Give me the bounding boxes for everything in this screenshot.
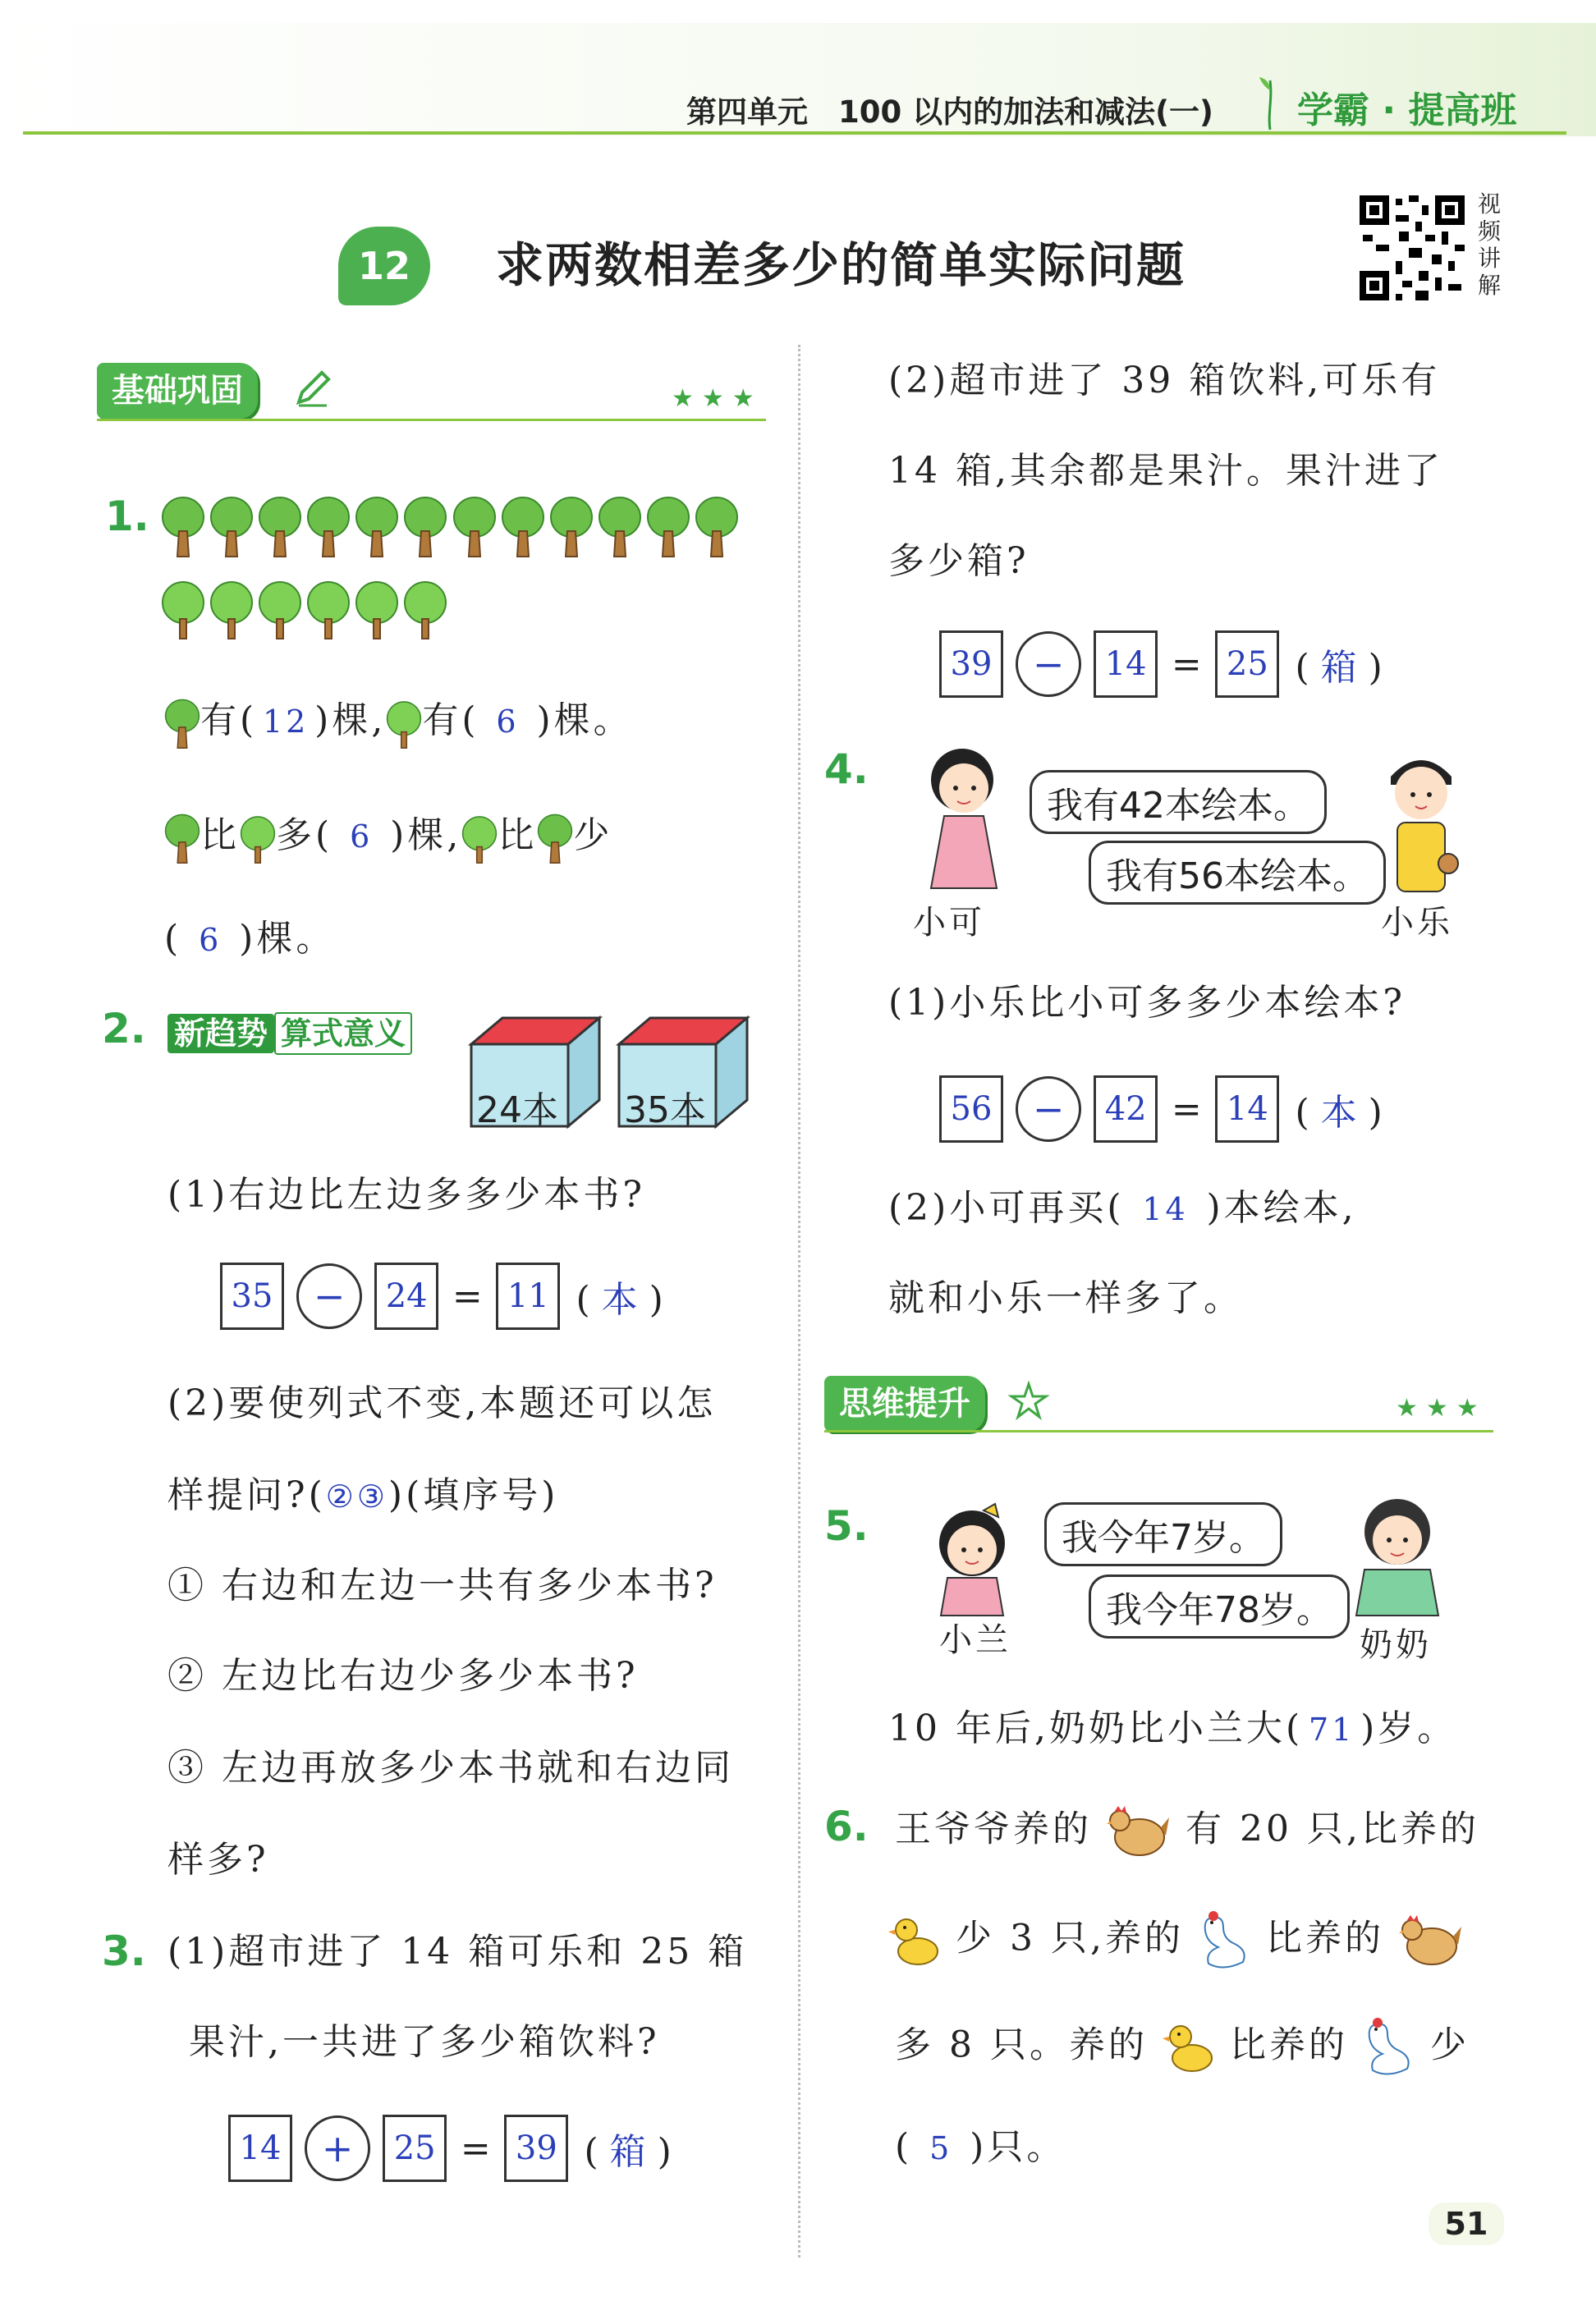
lesson-number-badge: 12 — [338, 227, 430, 305]
tree-row-bottom — [161, 576, 506, 640]
q2-part1: (1)右边比左边多多少本书? — [167, 1174, 645, 1216]
q1-text: 比 — [200, 814, 240, 856]
difficulty-stars: ★★★ — [1396, 1394, 1487, 1423]
equals-sign: = — [1171, 1088, 1202, 1130]
operator-circle[interactable]: − — [1016, 1076, 1081, 1142]
unit-paren: ( 本 ) — [1283, 1092, 1383, 1134]
tree-icon — [161, 494, 205, 558]
lesson-title: 求两数相差多少的简单实际问题 — [496, 237, 1186, 293]
section-advance-rule — [824, 1430, 1493, 1432]
series-label: 学霸 · 提高班 — [1297, 89, 1517, 131]
q6-text: ( — [895, 2126, 913, 2168]
q1-line1 — [164, 696, 633, 749]
q5-text: 10 年后,奶奶比小兰大( — [888, 1707, 1304, 1749]
section-basic-rule — [97, 419, 766, 421]
equation-box[interactable]: 24 — [374, 1263, 438, 1330]
q2-option-2: ② 左边比右边少多少本书? — [167, 1655, 639, 1697]
q1-line3 — [164, 914, 335, 965]
round-tree-icon — [403, 576, 447, 640]
trend-tag: 新趋势 — [167, 1014, 274, 1053]
q2-text: 样提问?( — [167, 1474, 326, 1516]
q6-text: )只。 — [970, 2126, 1066, 2168]
speech-bubble-xiaolan: 我今年7岁。 — [1044, 1502, 1282, 1566]
answer: 6 — [199, 922, 222, 958]
q3-part1-line1: (1)超市进了 14 箱可乐和 25 箱 — [167, 1931, 748, 1973]
equation-box[interactable]: 14 — [1094, 630, 1158, 698]
question-number: 3. — [102, 1927, 146, 1975]
hen-icon — [1399, 1912, 1463, 1969]
goose-icon — [1363, 2016, 1415, 2079]
equation-box[interactable]: 42 — [1094, 1075, 1158, 1143]
round-tree-icon — [240, 812, 276, 864]
q1-text: 少 — [573, 814, 613, 856]
q4-equation — [939, 1075, 1383, 1143]
tree-icon — [403, 494, 447, 558]
q5-text: )岁。 — [1360, 1707, 1457, 1749]
round-tree-icon — [461, 812, 498, 864]
equals-sign: = — [460, 2127, 491, 2170]
question-number: 6. — [824, 1803, 869, 1850]
round-tree-icon — [355, 576, 399, 640]
q1-text: ( — [164, 918, 182, 960]
q2-option-3-cont: 样多? — [167, 1839, 269, 1881]
q1-line2 — [164, 811, 612, 864]
book-count-right: 35本 — [624, 1089, 706, 1131]
duck-icon — [888, 1912, 941, 1969]
q6-text: 少 — [1429, 2024, 1470, 2066]
q4-part2-line2: 就和小乐一样多了。 — [888, 1277, 1243, 1319]
q4-part1: (1)小乐比小可多多少本绘本? — [888, 982, 1406, 1024]
round-tree-icon — [386, 697, 422, 749]
column-divider — [798, 345, 800, 2257]
grandma-icon — [1346, 1494, 1448, 1617]
q3-part1-line2: 果汁,一共进了多少箱饮料? — [189, 2021, 660, 2063]
q1-text: )棵, — [314, 699, 387, 741]
q1-text: )棵。 — [536, 699, 633, 741]
answer: 6 — [350, 818, 374, 855]
girl-xiaolan-icon — [924, 1502, 1020, 1617]
unit-answer: 箱 — [609, 2131, 646, 2173]
equation-box[interactable]: 35 — [220, 1263, 284, 1330]
q2-option-3: ③ 左边再放多少本书就和右边同 — [167, 1747, 734, 1789]
tree-icon — [209, 494, 254, 558]
answer: 12 — [262, 704, 310, 740]
pencil-icon — [292, 368, 333, 409]
q2-part2-line2 — [167, 1471, 558, 1521]
question-number: 5. — [824, 1502, 869, 1550]
sparkle-star-icon — [1008, 1381, 1049, 1422]
operator-circle[interactable]: + — [305, 2115, 370, 2181]
q6-text: 少 3 只,养的 — [956, 1917, 1184, 1960]
q5-question — [888, 1704, 1456, 1754]
section-basic-tag: 基础巩固 — [97, 363, 258, 419]
duck-icon — [1163, 2019, 1215, 2076]
round-tree-icon — [306, 576, 351, 640]
hen-icon — [1107, 1803, 1171, 1860]
section-advance-tag: 思维提升 — [824, 1376, 985, 1432]
name-xiaolan: 小兰 — [939, 1621, 1011, 1659]
q6-line4 — [895, 2123, 1066, 2173]
name-xiaole: 小乐 — [1381, 904, 1453, 942]
tree-icon — [164, 697, 200, 749]
answer: 71 — [1308, 1712, 1355, 1748]
equation-box[interactable]: 39 — [939, 630, 1003, 698]
qr-code-icon[interactable] — [1356, 192, 1468, 304]
round-tree-icon — [258, 576, 302, 640]
question-number: 4. — [824, 745, 869, 793]
name-xiaoke: 小可 — [913, 904, 985, 942]
q3-part2-line1: (2)超市进了 39 箱饮料,可乐有 — [888, 360, 1441, 401]
q6-line2 — [888, 1909, 1463, 1972]
q3-equation-2 — [939, 630, 1383, 698]
qr-label: 视频讲解 — [1477, 190, 1501, 299]
q4-text: )本绘本, — [1206, 1187, 1357, 1229]
tree-icon — [258, 494, 302, 558]
q3-part2-line2: 14 箱,其余都是果汁。果汁进了 — [888, 450, 1443, 492]
unit-paren: ( 本 ) — [564, 1279, 663, 1321]
q4-part2-line1 — [888, 1184, 1357, 1234]
answer: 5 — [929, 2130, 953, 2166]
answer: ②③ — [325, 1478, 388, 1515]
sprout-icon — [1258, 74, 1282, 131]
equals-sign: = — [1171, 643, 1202, 685]
q1-text: )棵。 — [239, 918, 336, 960]
result-box[interactable]: 25 — [1215, 630, 1279, 698]
tree-icon — [646, 494, 690, 558]
q1-text: )棵, — [390, 814, 462, 856]
equation-box[interactable]: 56 — [939, 1075, 1003, 1143]
q1-text: 有( — [422, 699, 479, 741]
boy-xiaole-icon — [1376, 744, 1466, 900]
book-count-left: 24本 — [476, 1089, 558, 1131]
tree-icon — [355, 494, 399, 558]
tree-icon — [695, 494, 739, 558]
q6-line1 — [895, 1803, 1479, 1860]
tree-icon — [549, 494, 594, 558]
tree-icon — [452, 494, 497, 558]
result-box[interactable]: 39 — [504, 2115, 568, 2182]
speech-bubble-grandma: 我今年78岁。 — [1089, 1574, 1350, 1639]
round-tree-icon — [209, 576, 254, 640]
round-tree-icon — [161, 576, 205, 640]
equation-box[interactable]: 25 — [383, 2115, 447, 2182]
tree-icon — [164, 812, 200, 864]
tree-icon — [306, 494, 351, 558]
equation-box[interactable]: 14 — [228, 2115, 292, 2182]
unit-answer: 本 — [601, 1279, 638, 1321]
page-number: 51 — [1429, 2202, 1504, 2245]
meaning-tag: 算式意义 — [274, 1012, 412, 1055]
question-number: 1. — [105, 493, 149, 540]
q4-text: (2)小可再买( — [888, 1187, 1125, 1229]
equals-sign: = — [452, 1275, 483, 1318]
q6-text: 比养的 — [1229, 2024, 1348, 2066]
q2-equation — [220, 1263, 663, 1330]
result-box[interactable]: 14 — [1215, 1075, 1279, 1143]
q1-text: 比 — [498, 814, 538, 856]
operator-circle[interactable]: − — [296, 1263, 362, 1329]
q3-part2-line3: 多少箱? — [888, 540, 1030, 582]
q6-text: 多 8 只。养的 — [895, 2024, 1148, 2066]
girl-xiaoke-icon — [911, 740, 1018, 896]
goose-icon — [1199, 1909, 1251, 1972]
speech-bubble-xiaoke: 我有42本绘本。 — [1030, 770, 1327, 834]
q2-option-1: ① 右边和左边一共有多少本书? — [167, 1565, 718, 1607]
q6-text: 比养的 — [1265, 1917, 1384, 1960]
q1-text: 多( — [276, 814, 333, 856]
q2-text: )(填序号) — [388, 1474, 559, 1516]
tree-icon — [537, 812, 573, 864]
tree-icon — [598, 494, 642, 558]
q6-line3 — [895, 2016, 1470, 2079]
q6-text: 有 20 只,比养的 — [1186, 1808, 1479, 1850]
unit-paren: ( 箱 ) — [1283, 647, 1383, 689]
result-box[interactable]: 11 — [496, 1263, 560, 1330]
answer: 14 — [1142, 1191, 1189, 1227]
tree-row-top — [161, 494, 785, 558]
unit-answer: 箱 — [1320, 647, 1357, 689]
speech-bubble-xiaole: 我有56本绘本。 — [1089, 841, 1386, 905]
difficulty-stars: ★★★ — [672, 384, 763, 413]
tree-icon — [501, 494, 545, 558]
name-grandma: 奶奶 — [1360, 1626, 1432, 1664]
unit-title: 第四单元 100 以内的加法和减法(一) — [686, 94, 1213, 130]
q3-equation-1 — [228, 2115, 672, 2182]
answer: 6 — [496, 704, 520, 740]
question-number: 2. — [102, 1005, 146, 1052]
q2-tags — [167, 1008, 412, 1053]
unit-answer: 本 — [1320, 1092, 1357, 1134]
q6-text: 王爷爷养的 — [895, 1808, 1092, 1850]
q2-part2-line1: (2)要使列式不变,本题还可以怎 — [167, 1382, 717, 1424]
q1-text: 有( — [200, 699, 258, 741]
operator-circle[interactable]: − — [1016, 631, 1081, 697]
unit-paren: ( 箱 ) — [572, 2131, 672, 2173]
